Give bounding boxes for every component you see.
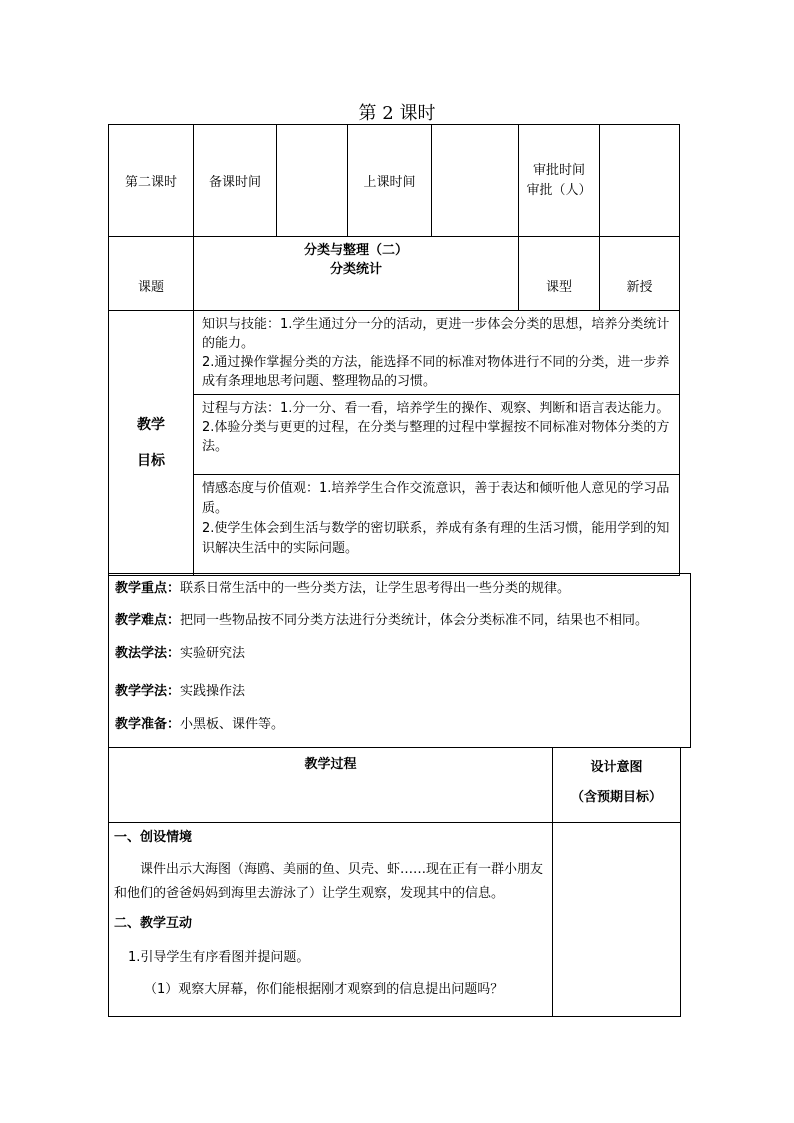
objective-text: 知识与技能：1.学生通过分一分的活动，更进一步体会分类的思想，培养分类统计的能力。 (202, 317, 670, 351)
reviewer-label: 审批（人） (526, 182, 592, 198)
focus-label: 教学重点： (115, 581, 181, 596)
objective-process (194, 395, 680, 475)
review-cell (519, 125, 600, 237)
type-label: 课型 (519, 237, 600, 311)
lesson-info-table (108, 573, 691, 748)
objective-text: 过程与方法：1.分一分、看一看，培养学生的操作、观察、判断和语言表达能力。 (202, 401, 670, 416)
difficulty-text: 把同一些物品按不同分类方法进行分类统计，体会分类标准不同，结果也不相同。 (180, 613, 649, 628)
class-time-label: 上课时间 (348, 125, 432, 237)
objectives-label (109, 311, 194, 576)
design-sub: （含预期目标） (570, 790, 662, 805)
lesson-header-table (108, 124, 680, 576)
objectives-label-line2: 目标 (137, 453, 165, 469)
prep-label: 教学准备： (115, 717, 181, 732)
info-cell (109, 574, 691, 748)
difficulty-label: 教学难点： (115, 613, 181, 628)
prep-time-label: 备课时间 (194, 125, 277, 237)
objective-text: 情感态度与价值观：1.培养学生合作交流意识，善于表达和倾听他人意见的学习品质。 (202, 481, 670, 516)
review-value (600, 125, 680, 237)
topic-title: 分类与整理（二） (303, 243, 408, 258)
section-1-title: 一、创设情境 (114, 830, 193, 845)
prep-row (115, 714, 686, 736)
process-header: 教学过程 (109, 748, 553, 823)
type-value: 新授 (600, 237, 680, 311)
method-label: 教法学法： (115, 646, 181, 661)
topic-label: 课题 (109, 237, 194, 311)
section-2-title: 二、教学互动 (114, 916, 193, 931)
section-1-text: 课件出示大海图（海鸥、美丽的鱼、贝壳、虾……现在正有一群小朋友和他们的爸爸妈妈到海里去游泳了）让学生观察，发现其中的信息。 (114, 862, 544, 901)
topic-subtitle: 分类统计 (329, 262, 382, 277)
learn-label: 教学学法： (115, 684, 181, 699)
objective-text: 2.体验分类与更更的过程，在分类与整理的过程中掌握按不同标准对物体分类的方法。 (202, 420, 670, 454)
process-table (108, 747, 681, 1017)
section-2-item-2: （1）观察大屏幕，你们能根据刚才观察到的信息提出问题吗？ (144, 982, 504, 997)
difficulty-row (115, 610, 686, 632)
objective-attitude (194, 475, 680, 576)
design-content (553, 823, 681, 1017)
learn-text: 实践操作法 (180, 684, 246, 699)
learn-row (115, 681, 686, 703)
focus-text: 联系日常生活中的一些分类方法，让学生思考得出一些分类的规律。 (180, 581, 571, 596)
page-title: 第 2 课时 (358, 103, 436, 124)
review-time-label: 审批时间 (532, 162, 585, 178)
topic-title-cell (194, 237, 519, 311)
method-row (115, 643, 686, 665)
process-content (109, 823, 553, 1017)
design-header-cell (553, 748, 681, 823)
design-header: 设计意图 (590, 760, 643, 775)
prep-time-value (277, 125, 348, 237)
objective-text: 2.使学生体会到生活与数学的密切联系，养成有条有理的生活习惯，能用学到的知识解决生活中的实际问题。 (202, 521, 670, 556)
prep-text: 小黑板、课件等。 (180, 717, 285, 732)
method-text: 实验研究法 (180, 646, 246, 661)
objective-text: 2.通过操作掌握分类的方法，能选择不同的标准对物体进行不同的分类，进一步养成有条理地思考问题、整理物品的习惯。 (202, 355, 670, 389)
class-time-value (432, 125, 519, 237)
objective-knowledge (194, 311, 680, 395)
section-2-item-1: 1.引导学生有序看图并提问题。 (128, 950, 310, 965)
lesson-cell: 第二课时 (109, 125, 194, 237)
focus-row (115, 578, 686, 600)
objectives-label-line1: 教学 (137, 417, 165, 433)
